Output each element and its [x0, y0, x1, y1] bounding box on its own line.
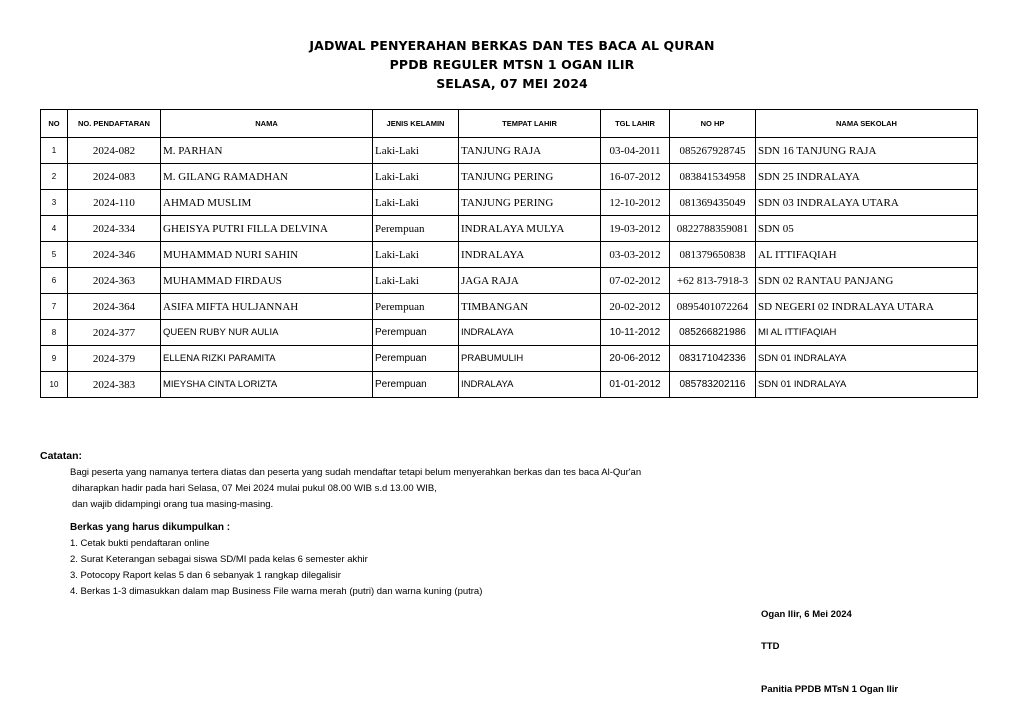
cell-phone: 085783202116	[670, 372, 756, 398]
cell-gender: Laki-Laki	[373, 164, 459, 190]
signature-ttd: TTD	[761, 641, 780, 652]
cell-name: GHEISYA PUTRI FILLA DELVINA	[161, 216, 373, 242]
cell-gender: Perempuan	[373, 346, 459, 372]
cell-gender: Perempuan	[373, 216, 459, 242]
cell-registration-number: 2024-083	[68, 164, 161, 190]
cell-name: ELLENA RIZKI PARAMITA	[161, 346, 373, 372]
cell-no: 8	[41, 320, 68, 346]
table-row	[41, 190, 978, 216]
document-date-line: SELASA, 07 MEI 2024	[436, 76, 588, 91]
cell-no: 6	[41, 268, 68, 294]
cell-birthplace: TIMBANGAN	[459, 294, 601, 320]
cell-registration-number: 2024-110	[68, 190, 161, 216]
cell-birthplace: PRABUMULIH	[459, 346, 601, 372]
col-header-phone: NO HP	[670, 110, 756, 138]
cell-birthdate: 03-04-2011	[601, 138, 670, 164]
cell-name: MUHAMMAD FIRDAUS	[161, 268, 373, 294]
cell-school: SDN 25 INDRALAYA	[756, 164, 978, 190]
col-header-gender: JENIS KELAMIN	[373, 110, 459, 138]
requirements-heading: Berkas yang harus dikumpulkan :	[70, 522, 231, 533]
cell-registration-number: 2024-082	[68, 138, 161, 164]
cell-registration-number: 2024-379	[68, 346, 161, 372]
cell-gender: Perempuan	[373, 372, 459, 398]
col-header-school: NAMA SEKOLAH	[756, 110, 978, 138]
cell-gender: Laki-Laki	[373, 242, 459, 268]
table-row	[41, 320, 978, 346]
cell-name: ASIFA MIFTA HULJANNAH	[161, 294, 373, 320]
table-row	[41, 138, 978, 164]
table-row	[41, 164, 978, 190]
cell-phone: 085267928745	[670, 138, 756, 164]
cell-birthdate: 01-01-2012	[601, 372, 670, 398]
cell-no: 4	[41, 216, 68, 242]
signature-place-date: Ogan Ilir, 6 Mei 2024	[761, 609, 852, 620]
cell-birthdate: 07-02-2012	[601, 268, 670, 294]
cell-birthdate: 20-06-2012	[601, 346, 670, 372]
cell-birthdate: 12-10-2012	[601, 190, 670, 216]
cell-birthplace: INDRALAYA MULYA	[459, 216, 601, 242]
notes-line: dan wajib didampingi orang tua masing-masing.	[72, 499, 274, 510]
document-title: JADWAL PENYERAHAN BERKAS DAN TES BACA AL QURAN	[309, 38, 715, 53]
cell-school: SDN 03 INDRALAYA UTARA	[756, 190, 978, 216]
cell-birthdate: 19-03-2012	[601, 216, 670, 242]
cell-name: QUEEN RUBY NUR AULIA	[161, 320, 373, 346]
notes-line: Bagi peserta yang namanya tertera diatas dan peserta yang sudah mendaftar tetapi belum menyerahkan berkas dan tes baca Al-Qur'an	[70, 467, 642, 478]
col-header-birthplace: TEMPAT LAHIR	[459, 110, 601, 138]
cell-phone: 085266821986	[670, 320, 756, 346]
cell-birthplace: TANJUNG RAJA	[459, 138, 601, 164]
cell-birthdate: 03-03-2012	[601, 242, 670, 268]
cell-school: SD NEGERI 02 INDRALAYA UTARA	[756, 294, 978, 320]
table-row	[41, 268, 978, 294]
document-subtitle: PPDB REGULER MTSN 1 OGAN ILIR	[389, 57, 635, 72]
cell-name: AHMAD MUSLIM	[161, 190, 373, 216]
cell-no: 5	[41, 242, 68, 268]
cell-gender: Laki-Laki	[373, 138, 459, 164]
cell-gender: Perempuan	[373, 294, 459, 320]
cell-no: 10	[41, 372, 68, 398]
cell-school: SDN 05	[756, 216, 978, 242]
cell-phone: 0822788359081	[670, 216, 756, 242]
cell-name: M. PARHAN	[161, 138, 373, 164]
table-row	[41, 216, 978, 242]
signature-signer: Panitia PPDB MTsN 1 Ogan Ilir	[761, 684, 899, 695]
cell-birthplace: TANJUNG PERING	[459, 190, 601, 216]
cell-no: 9	[41, 346, 68, 372]
requirements-section	[70, 520, 482, 600]
cell-no: 3	[41, 190, 68, 216]
cell-registration-number: 2024-346	[68, 242, 161, 268]
document-header	[0, 36, 1024, 93]
cell-school: SDN 16 TANJUNG RAJA	[756, 138, 978, 164]
cell-school: AL ITTIFAQIAH	[756, 242, 978, 268]
notes-body	[40, 465, 800, 513]
cell-gender: Laki-Laki	[373, 268, 459, 294]
col-header-registration-number: NO. PENDAFTARAN	[68, 110, 161, 138]
col-header-name: NAMA	[161, 110, 373, 138]
cell-registration-number: 2024-383	[68, 372, 161, 398]
cell-school: SDN 01 INDRALAYA	[756, 346, 978, 372]
col-header-no: NO	[41, 110, 68, 138]
cell-name: MIEYSHA CINTA LORIZTA	[161, 372, 373, 398]
applicant-table	[40, 109, 978, 398]
cell-phone: 081379650838	[670, 242, 756, 268]
cell-phone: 0895401072264	[670, 294, 756, 320]
cell-no: 7	[41, 294, 68, 320]
requirement-item: 4. Berkas 1-3 dimasukkan dalam map Business File warna merah (putri) dan warna kuning (putra)	[70, 586, 483, 597]
table-row	[41, 242, 978, 268]
cell-name: MUHAMMAD NURI SAHIN	[161, 242, 373, 268]
cell-phone: 083841534958	[670, 164, 756, 190]
cell-registration-number: 2024-334	[68, 216, 161, 242]
cell-registration-number: 2024-364	[68, 294, 161, 320]
cell-phone: +62 813-7918-3	[670, 268, 756, 294]
table-header-row	[41, 110, 978, 138]
cell-birthplace: TANJUNG PERING	[459, 164, 601, 190]
table-row	[41, 372, 978, 398]
cell-birthplace: INDRALAYA	[459, 242, 601, 268]
cell-school: MI AL ITTIFAQIAH	[756, 320, 978, 346]
cell-no: 2	[41, 164, 68, 190]
cell-birthplace: INDRALAYA	[459, 320, 601, 346]
cell-birthdate: 16-07-2012	[601, 164, 670, 190]
cell-gender: Laki-Laki	[373, 190, 459, 216]
cell-birthplace: INDRALAYA	[459, 372, 601, 398]
requirement-item: 3. Potocopy Raport kelas 5 dan 6 sebanyak 1 rangkap dilegalisir	[70, 570, 341, 581]
cell-registration-number: 2024-363	[68, 268, 161, 294]
table-row	[41, 346, 978, 372]
notes-section	[40, 448, 800, 513]
table-row	[41, 294, 978, 320]
cell-no: 1	[41, 138, 68, 164]
notes-heading: Catatan:	[40, 450, 83, 462]
col-header-birthdate: TGL LAHIR	[601, 110, 670, 138]
cell-school: SDN 02 RANTAU PANJANG	[756, 268, 978, 294]
requirement-item: 1. Cetak bukti pendaftaran online	[70, 538, 210, 549]
cell-phone: 081369435049	[670, 190, 756, 216]
cell-school: SDN 01 INDRALAYA	[756, 372, 978, 398]
cell-birthdate: 20-02-2012	[601, 294, 670, 320]
cell-birthplace: JAGA RAJA	[459, 268, 601, 294]
cell-birthdate: 10-11-2012	[601, 320, 670, 346]
notes-line: diharapkan hadir pada hari Selasa, 07 Mei 2024 mulai pukul 08.00 WIB s.d 13.00 WIB,	[72, 483, 437, 494]
cell-phone: 083171042336	[670, 346, 756, 372]
cell-registration-number: 2024-377	[68, 320, 161, 346]
requirement-item: 2. Surat Keterangan sebagai siswa SD/MI pada kelas 6 semester akhir	[70, 554, 368, 565]
cell-gender: Perempuan	[373, 320, 459, 346]
cell-name: M. GILANG RAMADHAN	[161, 164, 373, 190]
